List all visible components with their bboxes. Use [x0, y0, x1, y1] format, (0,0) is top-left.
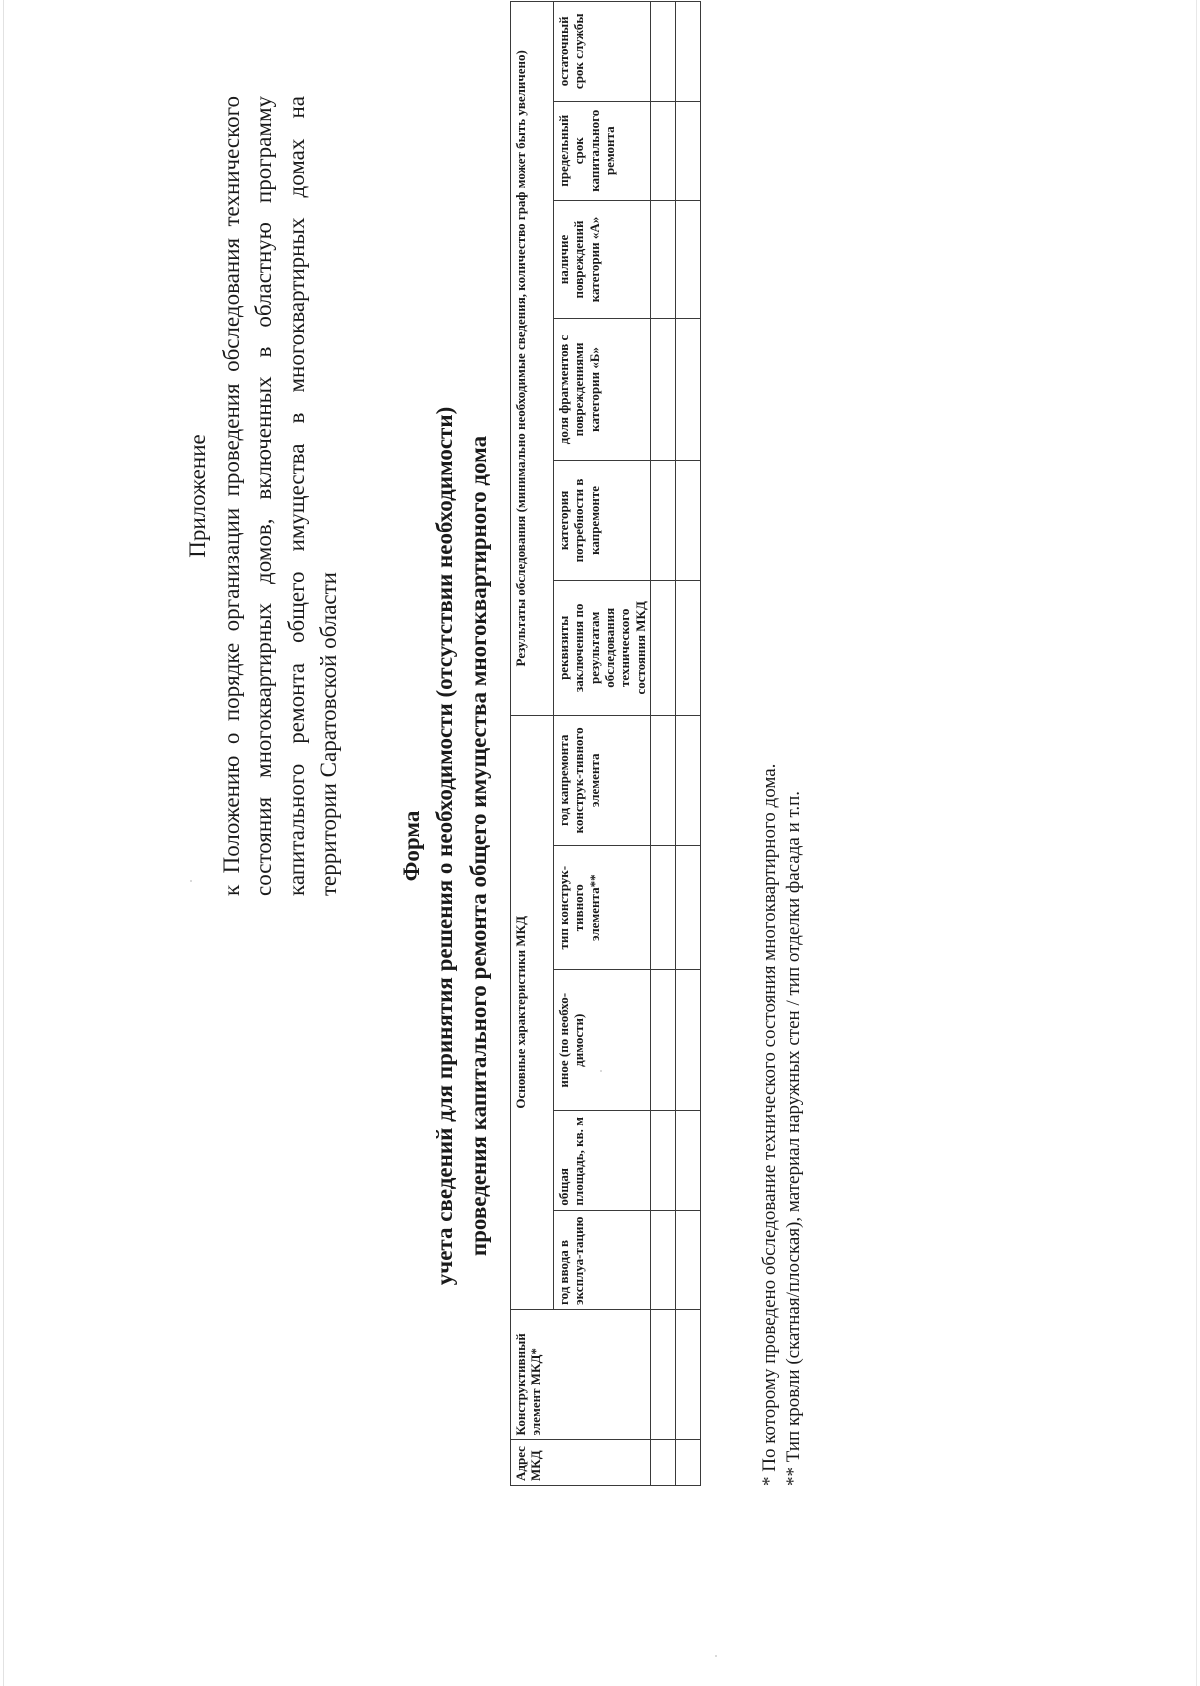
table-cell	[650, 1111, 675, 1210]
footnote-1: * По которому проведено обследование технического состояния многоквартирного дома.	[759, 763, 780, 1486]
table-cell	[675, 2, 700, 102]
table-row	[650, 2, 675, 1486]
table-cell	[675, 460, 700, 580]
header-address: Адрес МКД	[511, 1440, 651, 1486]
appendix-text: к Положению о порядке организации проведения обследования технического состояния многоквартирных домов, включенных в областную программу капитального ремонта общего имущества в многоквартирных домах на территории Саратовской области	[219, 96, 341, 896]
header-repair-year: год капремонта конструк-тивного элемента	[554, 715, 651, 846]
form-subtitle-line-1: учета сведений для принятия решения о необходимости (отсутствии необходимости)	[432, 406, 458, 1286]
table-cell	[675, 715, 700, 846]
table-cell	[650, 101, 675, 200]
table-cell	[650, 200, 675, 318]
header-group-characteristics: Основные характеристики МКД	[511, 715, 554, 1309]
table-cell	[650, 2, 675, 102]
header-structural-element: Конструктивный элемент МКД*	[511, 1309, 651, 1439]
table-cell	[650, 460, 675, 580]
table-cell	[650, 1309, 675, 1439]
footnote-2: ** Тип кровли (скатная/плоская), материал наружных стен / тип отделки фасада и т.п.	[783, 790, 805, 1486]
table-cell	[650, 715, 675, 846]
table-cell	[650, 970, 675, 1111]
appendix-title: Приложение	[185, 434, 210, 558]
form-title: Форма	[399, 810, 424, 882]
table-cell	[675, 319, 700, 461]
table-cell	[675, 200, 700, 318]
header-repair-need-category: категория потребности в капремонте	[554, 460, 651, 580]
header-share-damage-b: доля фрагментов с повреждениями категории «Б»	[554, 319, 651, 461]
table-cell	[675, 970, 700, 1111]
survey-form-table	[510, 1, 701, 1486]
table-cell	[650, 1210, 675, 1309]
header-conclusion-details: реквизиты заключения по результатам обследования технического состояния МКД	[554, 580, 651, 715]
table-cell	[650, 580, 675, 715]
table-cell	[675, 1309, 700, 1439]
header-remaining-life: остаточный срок службы	[554, 2, 651, 102]
table-cell	[675, 1440, 700, 1486]
table-row	[675, 2, 700, 1486]
header-other: иное (по необхо-димости)	[554, 970, 651, 1111]
table-cell	[675, 580, 700, 715]
header-repair-deadline: предельный срок капитального ремонта	[554, 101, 651, 200]
form-heading	[395, 96, 495, 1596]
header-total-area: общая площадь, кв. м	[554, 1111, 651, 1210]
header-group-results: Результаты обследования (минимально необходимые сведения, количество граф может быть увеличено)	[511, 2, 554, 716]
table-cell	[650, 319, 675, 461]
table-cell	[675, 101, 700, 200]
header-element-type: тип конструк-тивного элемента**	[554, 846, 651, 970]
table-header-row-1	[511, 2, 554, 1486]
footnotes	[758, 86, 807, 1486]
table-cell	[650, 846, 675, 970]
header-year-commissioned: год ввода в эксплуа-тацию	[554, 1210, 651, 1309]
table-cell	[675, 1210, 700, 1309]
table-header-row-2	[554, 2, 651, 1486]
table-cell	[675, 846, 700, 970]
header-damage-a: наличие повреждений категории «А»	[554, 200, 651, 318]
table-cell	[650, 1440, 675, 1486]
appendix-block	[182, 96, 345, 896]
table-cell	[675, 1111, 700, 1210]
form-subtitle-line-2: проведения капитального ремонта общего имущества многоквартирного дома	[465, 435, 491, 1257]
